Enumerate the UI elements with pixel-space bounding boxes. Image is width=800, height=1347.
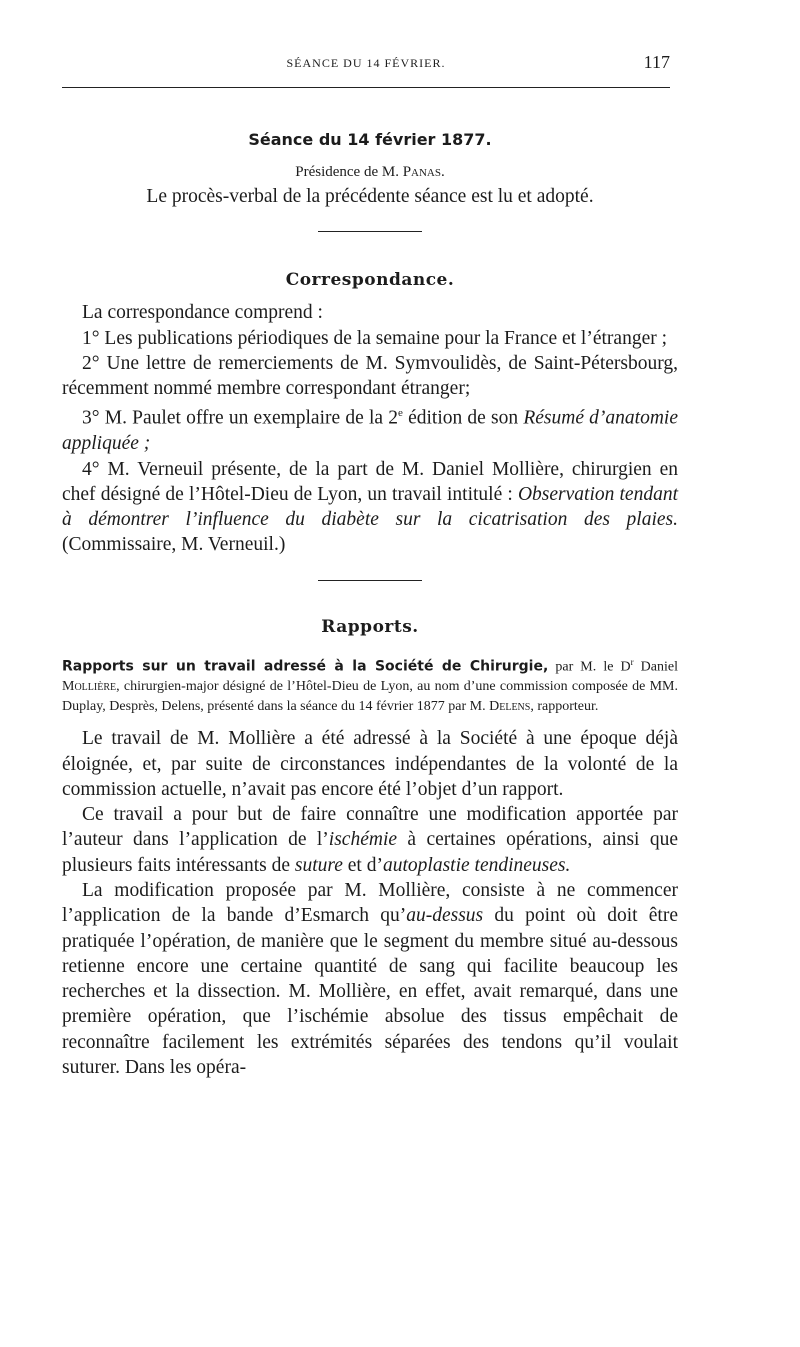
report-lead: Rapports sur un travail adressé à la Société de Chirurgie, xyxy=(62,658,549,675)
correspondance-intro: La correspondance comprend : xyxy=(82,302,323,324)
running-head xyxy=(62,50,670,90)
p2-italic-2: suture xyxy=(294,854,343,876)
presidence-name: Panas xyxy=(402,164,441,180)
report-desc-1: par M. le D xyxy=(548,659,631,675)
report-paragraph-3 xyxy=(62,878,678,1080)
item-4-tail: (Commissaire, M. Verneuil.) xyxy=(62,534,286,556)
correspondance-item-3 xyxy=(62,401,678,456)
item-4-text: 4° M. Verneuil présente, de la part de M. Daniel Mollière, chirurgien en chef désigné de l’Hôtel-Dieu de Lyon, un travail intitulé : xyxy=(62,458,678,505)
item-3-italic: Résumé d’anatomie appliquée ; xyxy=(62,407,678,455)
p3-b: du point où doit être pratiquée l’opération, de manière que le segment du membre situé au-dessous retienne encore une certaine quantité de sang qui facilite beaucoup les recherches et la dissection. M. Mollière, en effet, avait remarqué, dans une première opération, que l’ischémie absolue des tissus empêchait de reconnaître facilement les extrémités séparées des tendons qu’il voulait suturer. Dans les opéra- xyxy=(62,905,678,1079)
correspondance-heading: Correspondance. xyxy=(285,270,455,291)
page-body xyxy=(62,128,678,1080)
item-4-italic: Observation tendant à démontrer l’influence du diabète sur la cicatrisation des plaies. xyxy=(62,483,678,531)
report-name-1: Mollière xyxy=(62,679,117,695)
item-3-text-2: édition de son xyxy=(402,407,524,429)
minutes-line: Le procès-verbal de la précédente séance est lu et adopté. xyxy=(146,186,594,207)
running-title: SÉANCE DU 14 FÉVRIER. xyxy=(286,56,446,70)
report-desc-4: , rapporteur. xyxy=(530,698,599,714)
report-paragraph-1: Le travail de M. Mollière a été adressé à la Société à une époque déjà éloignée, et, par suite de circonstances indépendantes de la volonté de la commission actuelle, n’avait pas encore été l’objet d’un rapport. xyxy=(62,728,678,800)
session-title: Séance du 14 février 1877. xyxy=(248,130,492,149)
presidence-suffix: . xyxy=(441,164,445,180)
report-description xyxy=(62,653,678,716)
rapports-heading: Rapports. xyxy=(321,616,419,637)
report-desc-3: , chirurgien-major désigné de l’Hôtel-Dieu de Lyon, au nom d’une commission composée de MM. Duplay, Desprès, Delens, présenté dans la séance du 14 février 1877 par M. xyxy=(62,679,678,714)
correspondance-item-2: 2° Une lettre de remerciements de M. Symvoulidès, de Saint-Pétersbourg, récemment nommé membre correspondant étranger; xyxy=(62,352,678,400)
correspondance-item-1: 1° Les publications périodiques de la semaine pour la France et l’étranger ; xyxy=(82,327,668,349)
p2-a: Ce travail a pour but de faire connaître une modification apportée par l’auteur dans l’application de l’ xyxy=(62,804,678,851)
correspondance-item-4 xyxy=(62,457,678,558)
p2-italic-3: autoplastie tendineuses. xyxy=(382,854,571,876)
item-3-sup: e xyxy=(397,407,403,420)
presidence-prefix: Présidence de M. xyxy=(295,164,403,180)
report-desc-2: Daniel xyxy=(633,659,678,675)
p3-italic-1: au-dessus xyxy=(406,905,484,927)
p3-a: La modification proposée par M. Mollière, consiste à ne commencer l’application de la bande d’Esmarch qu’ xyxy=(62,879,678,927)
report-name-2: Delens xyxy=(489,698,531,714)
report-paragraph-2 xyxy=(62,802,678,878)
p2-b: à certaines opérations, ainsi que plusieurs faits intéressants de xyxy=(62,829,678,876)
item-3-text: 3° M. Paulet offre un exemplaire de la 2 xyxy=(82,407,398,429)
p2-c: et d’ xyxy=(342,854,383,876)
p2-italic-1: ischémie xyxy=(328,829,398,851)
header-rule xyxy=(62,87,670,88)
report-desc-sup: r xyxy=(630,656,634,667)
presidence-line xyxy=(62,162,678,182)
page-number: 117 xyxy=(643,52,670,72)
